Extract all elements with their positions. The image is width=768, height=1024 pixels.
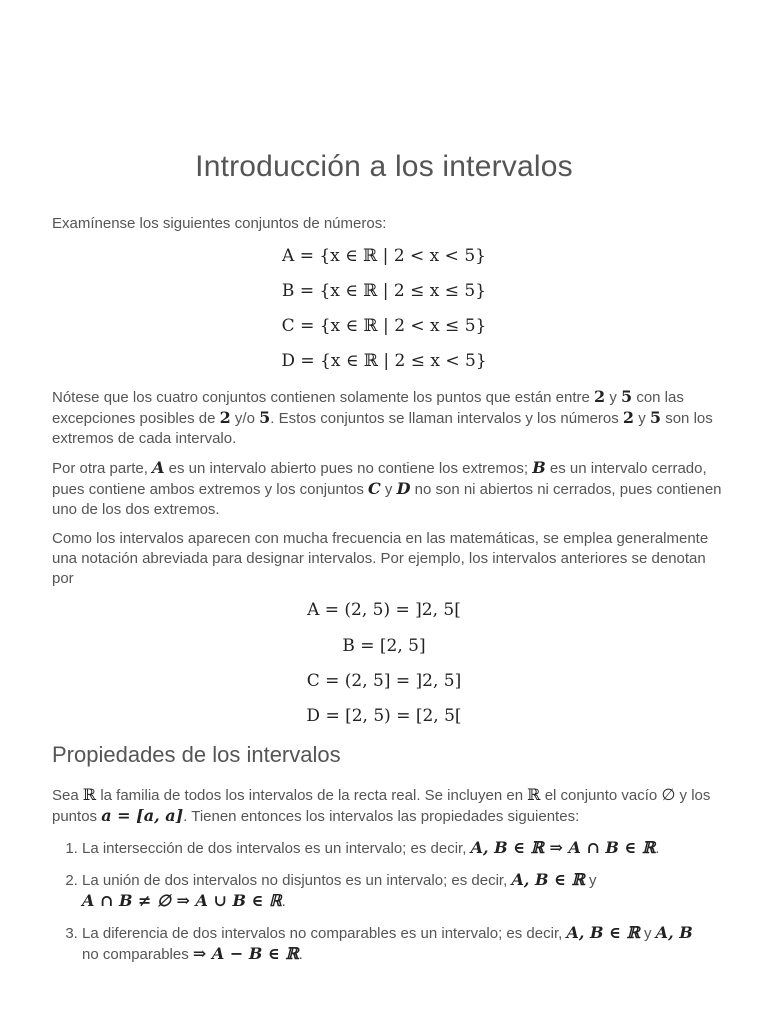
interval-notation-d: D = [2, 5) = [2, 5[ — [306, 706, 462, 726]
family-paragraph — [52, 785, 722, 827]
math-inline: ⇒ A − B ∈ ℝ — [192, 944, 299, 963]
list-item — [82, 923, 762, 965]
text-run: . — [655, 840, 660, 857]
properties-list — [52, 838, 762, 976]
text-run: La unión de dos intervalos no disjuntos es un intervalo; es decir, — [82, 872, 512, 889]
open-closed-paragraph — [52, 458, 722, 520]
text-run: es un intervalo abierto pues no contiene los extremos; — [164, 460, 533, 477]
endpoints-paragraph — [52, 387, 722, 449]
text-run: Nótese que los cuatro conjuntos contienen solamente los puntos que están entre — [52, 389, 595, 406]
text-run: La diferencia de dos intervalos no comparables es un intervalo; es decir, — [82, 925, 567, 942]
math-inline: ℝ — [527, 785, 541, 804]
text-run: . — [281, 893, 286, 910]
math-inline: 5 — [649, 408, 662, 427]
math-inline: 5 — [259, 408, 271, 427]
math-inline: A, B — [655, 923, 693, 942]
text-run: La intersección de dos intervalos es un intervalo; es decir, — [82, 840, 471, 857]
math-inline: 2 — [622, 408, 635, 427]
math-inline: A, B ∈ ℝ ⇒ A ∩ B ∈ ℝ — [470, 838, 656, 857]
text-run: con las excepciones posibles de — [52, 389, 684, 427]
math-inline: B — [532, 458, 546, 477]
text-run: y — [584, 872, 597, 889]
section-title: Propiedades de los intervalos — [52, 742, 341, 767]
text-run: y/o — [230, 410, 260, 427]
math-inline: C — [368, 479, 381, 498]
text-run: son los extremos de cada intervalo. — [52, 410, 713, 447]
text-run: Por otra parte, — [52, 460, 153, 477]
math-inline: A, B ∈ ℝ — [566, 923, 640, 942]
math-inline: 2 — [219, 408, 231, 427]
text-run: . Estos conjuntos se llaman intervalos y los números — [270, 410, 623, 427]
text-run: no comparables — [82, 946, 193, 963]
text-run: y — [634, 410, 650, 427]
math-inline: A, B ∈ ℝ — [511, 870, 585, 889]
math-inline: A ∩ B ≠ ∅ ⇒ A ∪ B ∈ ℝ — [82, 891, 282, 910]
text-run: la familia de todos los intervalos de la recta real. Se incluyen en — [96, 787, 528, 804]
text-run: es un intervalo cerrado, pues contiene ambos extremos y los conjuntos — [52, 460, 707, 498]
math-inline: 5 — [621, 387, 633, 406]
text-run: no son ni abiertos ni cerrados, pues contienen uno de los dos extremos. — [52, 481, 722, 518]
math-inline: ∅ — [661, 785, 676, 804]
page-title: Introducción a los intervalos — [195, 150, 573, 183]
text-run: . — [298, 946, 303, 963]
notation-paragraph: Como los intervalos aparecen con mucha frecuencia en las matemáticas, se emplea generalmente una notación abreviada para designar intervalos. Por ejemplo, los intervalos anteriores se denotan por — [52, 530, 709, 587]
math-inline: a = [a, a] — [101, 806, 184, 825]
text-run: . Tienen entonces los intervalos las propiedades siguientes: — [183, 808, 580, 825]
interval-notation-b: B = [2, 5] — [342, 636, 426, 656]
set-definition-d: D = {x ∈ ℝ | 2 ≤ x < 5} — [281, 351, 487, 371]
list-item — [82, 870, 762, 912]
text-run: y los puntos — [52, 787, 711, 825]
math-inline: A — [152, 458, 165, 477]
math-inline: ℝ — [82, 785, 97, 804]
interval-notation-c: C = (2, 5] = ]2, 5] — [306, 671, 462, 691]
set-definition-b: B = {x ∈ ℝ | 2 ≤ x ≤ 5} — [281, 281, 487, 301]
set-definition-a: A = {x ∈ ℝ | 2 < x < 5} — [282, 246, 486, 266]
intro-paragraph: Examínense los siguientes conjuntos de números: — [52, 215, 387, 232]
text-run: el conjunto vacío — [540, 787, 662, 804]
interval-notation-a: A = (2, 5) = ]2, 5[ — [307, 600, 461, 620]
math-inline: 2 — [594, 387, 606, 406]
text-run: y — [639, 925, 656, 942]
text-run: y — [380, 481, 397, 498]
math-inline: D — [396, 479, 411, 498]
text-run: y — [605, 389, 622, 406]
set-definition-c: C = {x ∈ ℝ | 2 < x ≤ 5} — [281, 316, 487, 336]
list-item — [82, 838, 762, 859]
text-run: Sea — [52, 787, 83, 804]
